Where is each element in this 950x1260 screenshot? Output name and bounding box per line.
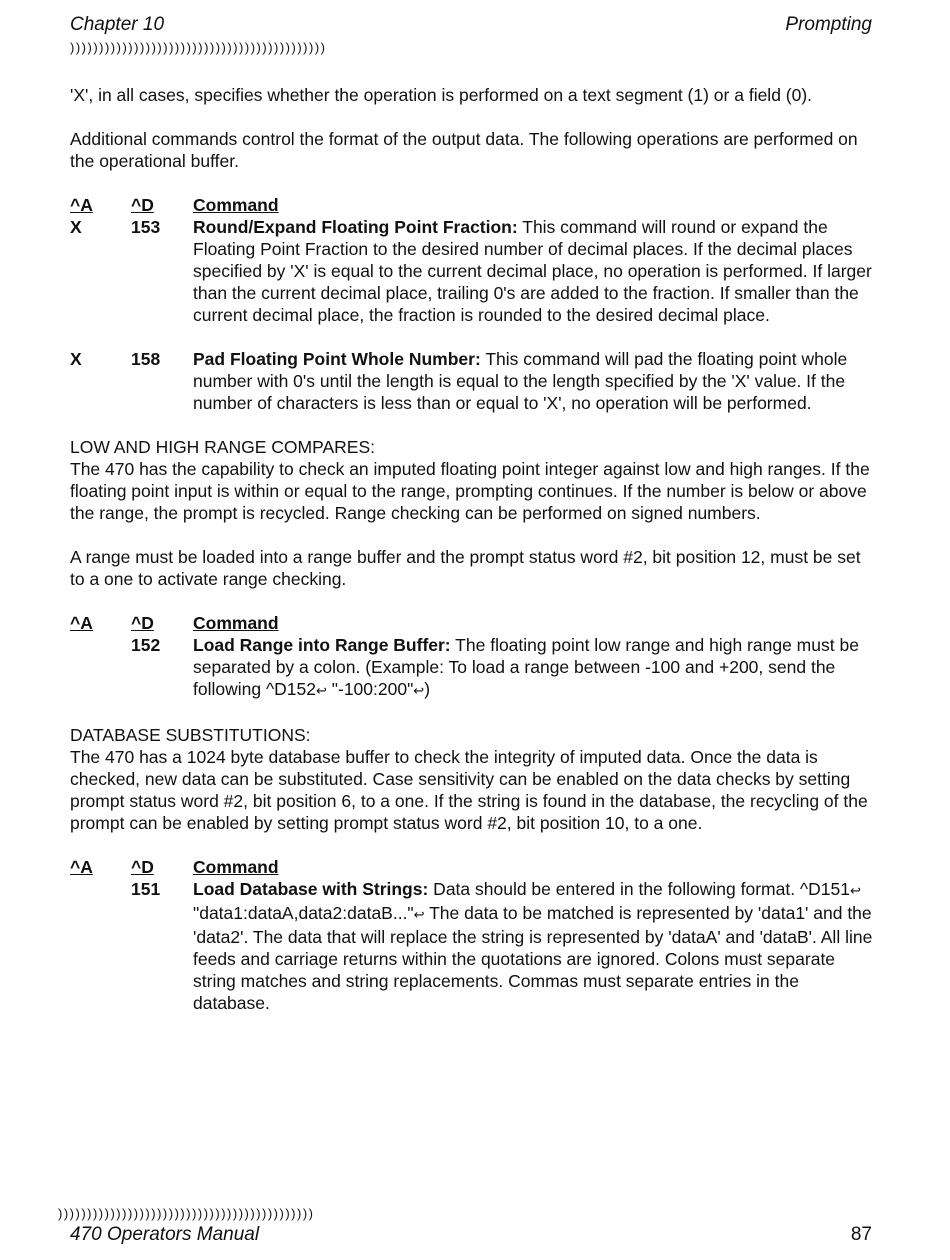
command-description: [193, 878, 875, 1014]
return-icon: ↩: [849, 883, 861, 898]
command-text: This command will round or expand the Floating Point Fraction to the desired number of decimal places. If the decimal places specified by 'X' is equal to the current decimal place, no operation is performed. If larger than the current decimal place, trailing 0's are added to the fraction. If smaller than the current decimal place, the fraction is rounded to the desired decimal place.: [193, 217, 872, 325]
col-command-header: Command: [193, 613, 279, 633]
arg-a: X: [70, 217, 82, 237]
table-row: [70, 878, 875, 1014]
col-command-header: Command: [193, 857, 279, 877]
col-a-header: ^A: [70, 857, 93, 877]
command-text: The data to be matched is represented by 'data1' and the 'data2'. The data that will replace the string is represented by 'dataA' and 'dataB'. All line feeds and carriage returns within the quotations are ignored. Colons must separate string matches and string replacements. Commas must separate entries in the database.: [193, 903, 873, 1013]
command-text: The floating point low range and high range must be separated by a colon. (Example: To load a range between -100 and +200, send the following ^D152: [193, 635, 859, 699]
paragraph: 'X', in all cases, specifies whether the operation is performed on a text segment (1) or a field (0).: [70, 85, 813, 105]
command-table-format: [70, 194, 875, 414]
command-text: Data should be entered in the following format. ^D151: [428, 879, 850, 899]
col-d-header: ^D: [131, 613, 154, 633]
arg-a: X: [70, 349, 82, 369]
command-table-database: [70, 856, 875, 1014]
return-icon: ↩: [316, 683, 327, 698]
command-code: 153: [131, 217, 161, 237]
page-body: [70, 84, 875, 1036]
footer-rule: )))))))))))))))))))))))))))))))))))))))))))): [58, 1206, 315, 1221]
arg-a: [70, 878, 131, 1014]
section-label: Prompting: [785, 14, 872, 35]
col-d-header: ^D: [131, 857, 154, 877]
return-icon: ↩: [413, 683, 425, 698]
command-code: 158: [131, 349, 161, 369]
command-title: Round/Expand Floating Point Fraction:: [193, 217, 518, 237]
command-text: This command will pad the floating point whole number with 0's until the length is equal to the length specified by the 'X' value. If the number of characters is less than or equal to 'X', no operation will be performed.: [193, 349, 848, 413]
command-description: [193, 216, 875, 326]
table-header-row: [70, 856, 875, 878]
command-code: 152: [131, 635, 161, 655]
command-text: "-100:200": [326, 679, 414, 699]
table-row: [70, 634, 875, 702]
table-row: [70, 348, 875, 414]
col-command-header: Command: [193, 195, 279, 215]
command-text: ): [424, 679, 431, 699]
page-number: 87: [850, 1224, 872, 1245]
paragraph: The 470 has a 1024 byte database buffer to check the integrity of imputed data. Once the data is checked, new data can be substituted. Case sensitivity can be enabled on the data checks by setting prompt status word #2, bit position 6, to a one. If the string is found in the database, the recycling of the prompt can be enabled by setting prompt status word #2, bit position 10, to a one.: [70, 747, 868, 833]
section-heading: DATABASE SUBSTITUTIONS:: [70, 725, 311, 745]
section-heading: LOW AND HIGH RANGE COMPARES:: [70, 437, 375, 457]
command-description: [193, 348, 875, 414]
col-a-header: ^A: [70, 613, 93, 633]
command-description: [193, 634, 875, 702]
paragraph: The 470 has the capability to check an imputed floating point integer against low and high ranges. If the floating point input is within or equal to the range, prompting continues. If the number is below or above the range, the prompt is recycled. Range checking can be performed on signed numbers.: [70, 459, 870, 523]
paragraph: Additional commands control the format of the output data. The following operations are performed on the operational buffer.: [70, 129, 858, 171]
table-header-row: [70, 612, 875, 634]
command-text: "data1:dataA,data2:dataB...": [193, 903, 414, 923]
table-row: [70, 216, 875, 326]
return-icon: ↩: [413, 907, 425, 922]
command-title: Pad Floating Point Whole Number:: [193, 349, 481, 369]
command-title: Load Database with Strings:: [193, 879, 429, 899]
paragraph: A range must be loaded into a range buffer and the prompt status word #2, bit position 12, must be set to a one to activate range checking.: [70, 547, 861, 589]
command-table-range: [70, 612, 875, 702]
chapter-label: Chapter 10: [70, 14, 165, 35]
table-header-row: [70, 194, 875, 216]
manual-title: 470 Operators Manual: [70, 1224, 260, 1245]
col-d-header: ^D: [131, 195, 154, 215]
header-rule: )))))))))))))))))))))))))))))))))))))))))))): [70, 40, 327, 55]
col-a-header: ^A: [70, 195, 93, 215]
command-code: 151: [131, 879, 161, 899]
command-title: Load Range into Range Buffer:: [193, 635, 451, 655]
arg-a: [70, 634, 131, 702]
